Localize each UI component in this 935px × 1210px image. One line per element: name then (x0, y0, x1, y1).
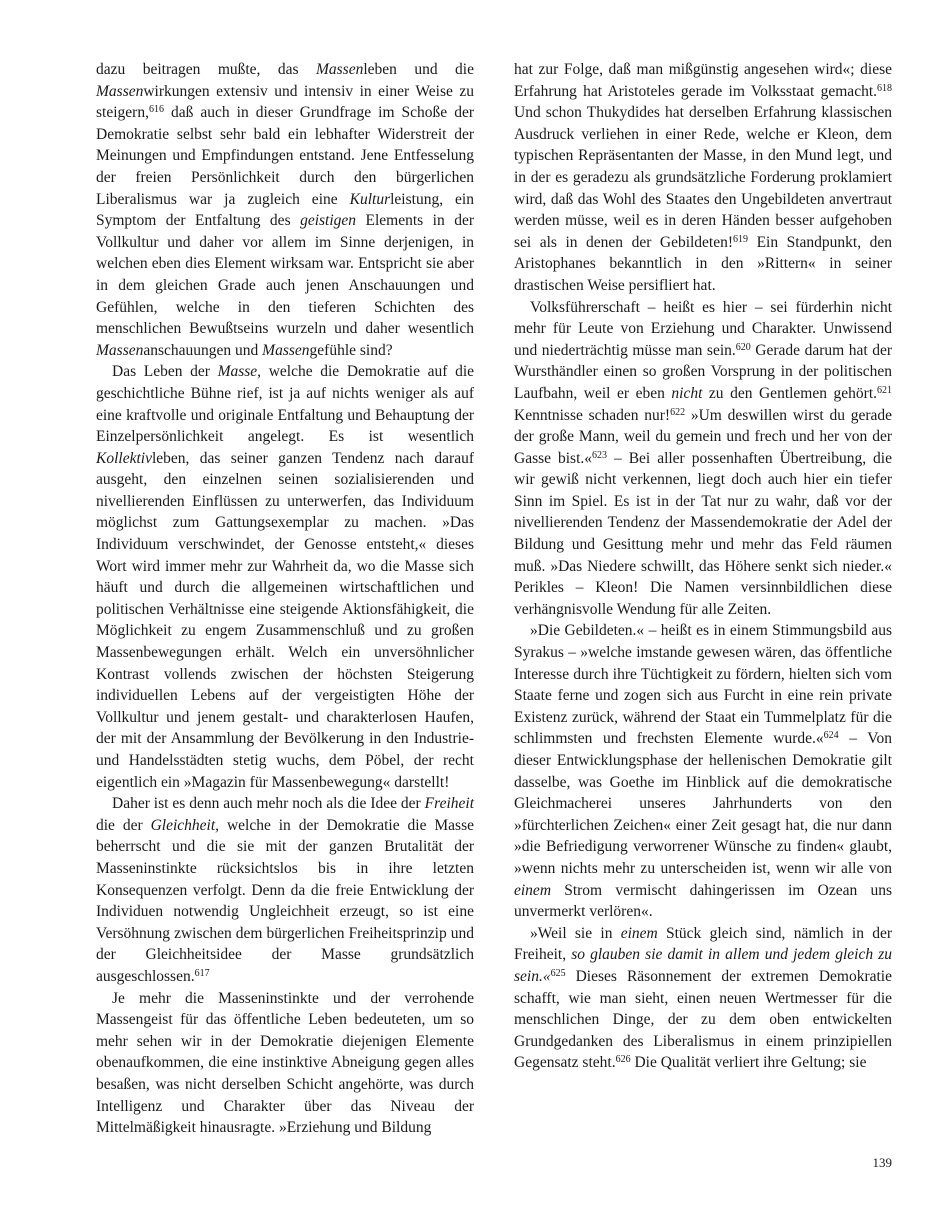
emphasized-text: Massen (315, 61, 364, 78)
text-run: »Die Gebildeten.« – heißt es in einem Stimmungsbild aus Syrakus – »welche imstande gewesen wären, das öffentliche Interesse durch ihre Tüchtigkeit zu fördern, hielten sich vom Staate ferne und zogen sich aus Furcht in eine rein private Existenz zurück, während der Staat ein Tummelplatz für die schlimmsten und frechsten Elemente wurde.« (514, 622, 892, 748)
footnote-marker: 618 (877, 82, 892, 94)
text-run: Je mehr die Masseninstinkte und der verrohende Massengeist für das öffentliche Leben bedeuteten, um so mehr sehen wir in der Demokratie diejenigen Elemente obenaufkommen, die eine instinktive Abneigung gegen alles besaßen, was nicht derselben Schicht angehörte, was durch Intelligenz und Charakter über das Niveau der Mittelmäßigkeit hinausragte. »Erziehung und Bildung (96, 989, 474, 1137)
footnote-marker: 624 (823, 730, 839, 742)
paragraph (96, 59, 474, 361)
text-run: leben und die (363, 61, 474, 78)
text-run: Ein Standpunkt, den Aristophanes bekanntlich in den »Rittern« in seiner drastischen Weise persifliert hat. (514, 233, 892, 294)
footnote-marker: 621 (877, 384, 892, 396)
text-run: welche in der Demokratie die Masse beherrscht und die sie mit der ganzen Brutalität der Masseninstinkte rücksichtslos bis in ihre letzten Konsequenzen verfolgt. Denn da die freie Entwicklung der Individuen notwendig Ungleichheit erzeugt, so ist eine Versöhnung zwischen dem bürgerlichen Freiheitsprinzip und der Gleichheitsidee der Masse grundsätzlich ausgeschlossen. (96, 816, 474, 985)
emphasized-text: Kollektiv (96, 449, 152, 467)
footnote-marker: 626 (615, 1054, 631, 1066)
text-run: gefühle sind? (309, 341, 393, 359)
text-run: welche die Demokratie auf die geschichtliche Bühne rief, ist ja auf nichts weniger als auf eine kraftvolle und originale Entfaltung und Behauptung der Einzelpersönlichkeit angelegt. Es ist wesentlich (96, 363, 475, 446)
text-run: Volksführerschaft – heißt es hier – sei fürderhin nicht mehr für Leute von Erziehung und Charakter. Unwissend und niederträchtig müsse man sein. (514, 298, 892, 359)
emphasized-text: Kultur (349, 190, 391, 208)
paragraph (96, 361, 474, 793)
left-text-column (96, 59, 474, 1139)
text-run: – Bei aller possenhaften Übertreibung, die wir gewiß nicht verkennen, liegt doch auch hier ein tiefer Sinn im Spiel. Es ist in der Tat nur zu wahr, daß vor der nivellierenden Tendenz der Massendemokratie der Adel der Bildung und Gesittung mehr und mehr das Feld räumen muß. »Das Niedere schwillt, das Höhere senkt sich nieder.« Perikles – Kleon! Die Namen versinnbildlichen diese verhängnisvolle Wendung für alle Zeiten. (514, 449, 892, 618)
text-run: Die Qualität verliert ihre Geltung; sie (630, 1054, 867, 1072)
right-text-column (514, 59, 892, 1074)
emphasized-text: Massen (262, 341, 310, 359)
emphasized-text: Massen (96, 341, 144, 359)
paragraph (96, 793, 474, 987)
emphasized-text: Masse, (217, 363, 262, 381)
paragraph (514, 923, 892, 1074)
text-run: anschauungen und (143, 341, 263, 359)
text-run: die der (96, 816, 151, 834)
paragraph (514, 620, 892, 922)
text-run: wirkungen extensiv und intensiv in einer Weise zu steigern, (96, 82, 474, 122)
text-run: leistung, ein Symptom der Entfaltung des (96, 190, 474, 230)
emphasized-text: Massen (96, 82, 144, 100)
footnote-marker: 620 (735, 341, 751, 353)
footnote-marker: 619 (733, 233, 749, 245)
emphasized-text: so glauben sie damit in allem und jedem gleich zu sein.« (514, 946, 892, 985)
page-number: 139 (872, 1155, 892, 1170)
emphasized-text: einem (514, 881, 552, 899)
paragraph (514, 59, 892, 297)
emphasized-text: Gleichheit, (150, 816, 220, 834)
footnote-marker: 623 (592, 449, 608, 461)
emphasized-text: einem (620, 924, 658, 942)
text-run: hat zur Folge, daß man mißgünstig angesehen wird«; diese Erfahrung hat Aristoteles gerade im Volksstaat gemacht. (514, 61, 892, 100)
text-run: leben, das seiner ganzen Tendenz nach darauf ausgeht, den einzelnen seinen sozialisierenden und nivellierenden Einflüssen zu unterwerfen, das Individuum möglichst zum Gattungsexemplar zu machen. »Das Individuum verschwindet, der Genosse entsteht,« dieses Wort wird immer mehr zur Wahrheit da, wo die Masse sich häuft und durch die allgemeinen wirtschaftlichen und politischen Verhältnisse eine steigende Aktionsfähigkeit, die Möglichkeit zu engem Zusammenschluß und zu großen Massenbewegungen erhält. Welch ein unversöhnlicher Kontrast vollends zwischen der höchsten Steigerung individuellen Lebens auf der vergeistigten Höhe der Vollkultur und jenem gestalt- und charakterlosen Haufen, der mit der Ansammlung der Bevölkerung in den Industrie- und Handelsstädten stetig wuchs, dem Pöbel, der recht eigentlich ein »Magazin für Massenbewegung« darstellt! (96, 449, 474, 791)
text-run: dazu beitragen mußte, das (96, 61, 316, 78)
text-run: Das Leben der (112, 363, 218, 381)
footnote-marker: 622 (670, 406, 686, 418)
text-run: zu den Gentlemen gehört. (702, 384, 877, 402)
text-run: Stück gleich sind, nämlich in der Freiheit, (514, 924, 893, 964)
emphasized-text: nicht (671, 384, 703, 402)
text-run: Dieses Räsonnement der extremen Demokratie schafft, wie man sieht, einen neuen Wertmesser für die menschlichen Dinge, der zu dem oben entwickelten Grundgedanken des Liberalismus in einem prinzipiellen Gegensatz steht. (514, 967, 892, 1072)
text-run: Elements in der Vollkultur und daher vor allem im Sinne derjenigen, in welchen eben dies Element wirksam war. Entspricht sie aber in dem gleichen Grade auch jenen Anschauungen und Gefühlen, welche in den tieferen Schichten des menschlichen Bewußtseins wurzeln und daher wesentlich (96, 212, 474, 338)
text-run: Daher ist es denn auch mehr noch als die Idee der (112, 795, 425, 813)
text-run: – Von dieser Entwicklungsphase der hellenischen Demokratie gilt dasselbe, was Goethe im Hinblick auf die demokratische Gleichmacherei unseres Jahrhunderts von den »fürchterlichen Zeichen« einer Zeit gesagt hat, die nur dann »die Befriedigung verworrener Wünsche zu finden« glaubt, »wenn nichts mehr zu unterscheiden ist, wenn wir alle von (514, 730, 892, 877)
footnote-marker: 617 (194, 967, 210, 979)
emphasized-text: Freiheit (424, 795, 474, 813)
paragraph (514, 297, 892, 621)
text-run: »Weil sie in (530, 924, 621, 942)
paragraph (96, 988, 474, 1139)
text-run: Und schon Thukydides hat derselben Erfahrung klassischen Ausdruck verliehen in einer Rede, welche er Kleon, dem typischen Repräsentanten der Masse, in den Mund legt, und in der es geradezu als grundsätzliche Forderung proklamiert wird, daß das Wohl des Staates den Ungebildeten anvertraut werden müsse, weil es in deren Händen besser aufgehoben sei als in denen der Gebildeten! (514, 104, 892, 251)
footnote-marker: 625 (550, 967, 566, 979)
text-run: Strom vermischt dahingerissen im Ozean uns unvermerkt verlören«. (514, 881, 892, 921)
text-run: Gerade darum hat der Wursthändler einen so großen Vorsprung in der politischen Laufbahn, weil er eben (514, 341, 892, 402)
emphasized-text: geistigen (300, 212, 357, 230)
text-run: Kenntnisse schaden nur! (514, 406, 671, 424)
text-run: daß auch in dieser Grundfrage im Schoße der Demokratie selbst sehr bald ein lebhafter Widerstreit der Meinungen und Empfindungen entstand. Jene Entfesselung der freien Persönlichkeit durch den bürgerlichen Liberalismus war ja zugleich eine (96, 104, 474, 208)
text-run: »Um deswillen wirst du gerade der große Mann, weil du gemein und frech und her von der Gasse bist.« (514, 406, 892, 467)
footnote-marker: 616 (148, 104, 164, 116)
